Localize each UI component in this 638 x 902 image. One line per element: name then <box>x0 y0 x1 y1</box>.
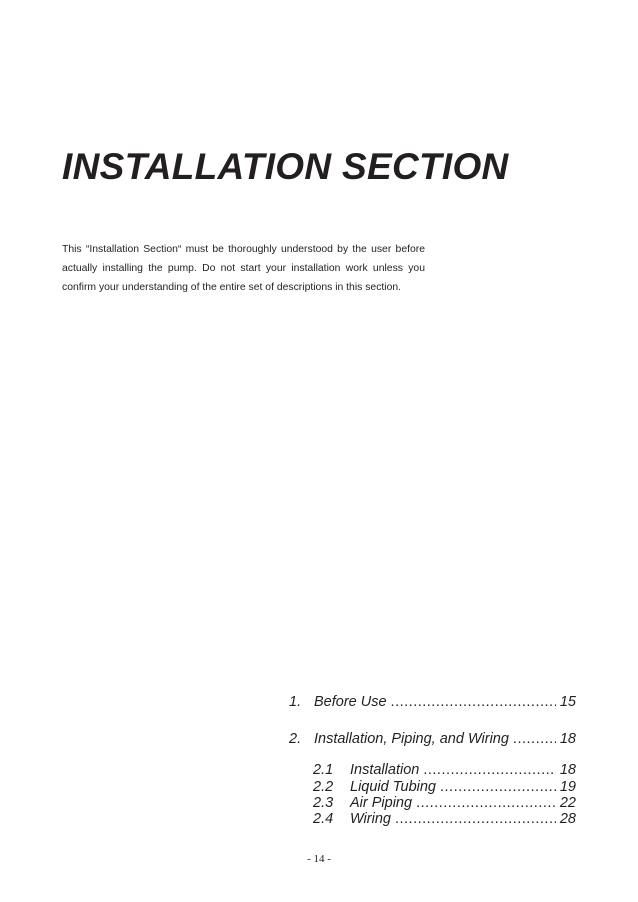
toc-subitem-label: Air Piping <box>350 795 413 811</box>
toc-subitem-installation[interactable] <box>313 762 576 778</box>
toc-subitem-page: 28 <box>559 811 576 827</box>
toc-item-label: Installation, Piping, and Wiring <box>314 731 509 747</box>
toc-subitem-wiring[interactable] <box>313 811 576 827</box>
toc-subitem-label: Liquid Tubing <box>350 779 436 795</box>
toc-item-installation-piping-wiring[interactable] <box>289 731 576 747</box>
toc-leader-dots <box>440 779 556 795</box>
toc-item-number: 1. <box>289 694 302 710</box>
toc-subitem-air-piping[interactable] <box>313 795 576 811</box>
intro-line: actually installing the pump. Do not start your installation work unless you <box>62 263 425 274</box>
toc-leader-dots <box>395 811 556 827</box>
toc-subitem-liquid-tubing[interactable] <box>313 779 576 795</box>
toc-item-page: 15 <box>559 694 576 710</box>
toc-leader-dots <box>416 795 556 811</box>
toc-subitem-page: 19 <box>559 779 576 795</box>
toc-item-page: 18 <box>559 731 576 747</box>
toc-leader-dots <box>513 731 556 747</box>
page-number: - 14 - <box>307 853 331 865</box>
toc-subitem-label: Wiring <box>350 811 391 827</box>
intro-line: confirm your understanding of the entire set of descriptions in this section. <box>62 282 402 293</box>
toc-subitem-number: 2.2 <box>313 779 334 795</box>
toc-subitem-label: Installation <box>350 762 420 778</box>
section-title: INSTALLATION SECTION <box>62 146 509 187</box>
toc-item-label: Before Use <box>314 694 387 710</box>
toc-subitem-number: 2.3 <box>313 795 334 811</box>
toc-subitem-number: 2.4 <box>313 811 334 827</box>
intro-paragraph <box>62 240 425 297</box>
toc-leader-dots <box>391 694 556 710</box>
toc-subitem-page: 18 <box>559 762 576 778</box>
toc-subitem-page: 22 <box>559 795 576 811</box>
toc-subitem-number: 2.1 <box>313 762 334 778</box>
intro-line: This “Installation Section“ must be thoroughly understood by the user before <box>62 244 425 255</box>
toc-leader-dots <box>423 762 556 778</box>
toc-item-number: 2. <box>289 731 302 747</box>
toc-item-before-use[interactable] <box>289 694 576 710</box>
